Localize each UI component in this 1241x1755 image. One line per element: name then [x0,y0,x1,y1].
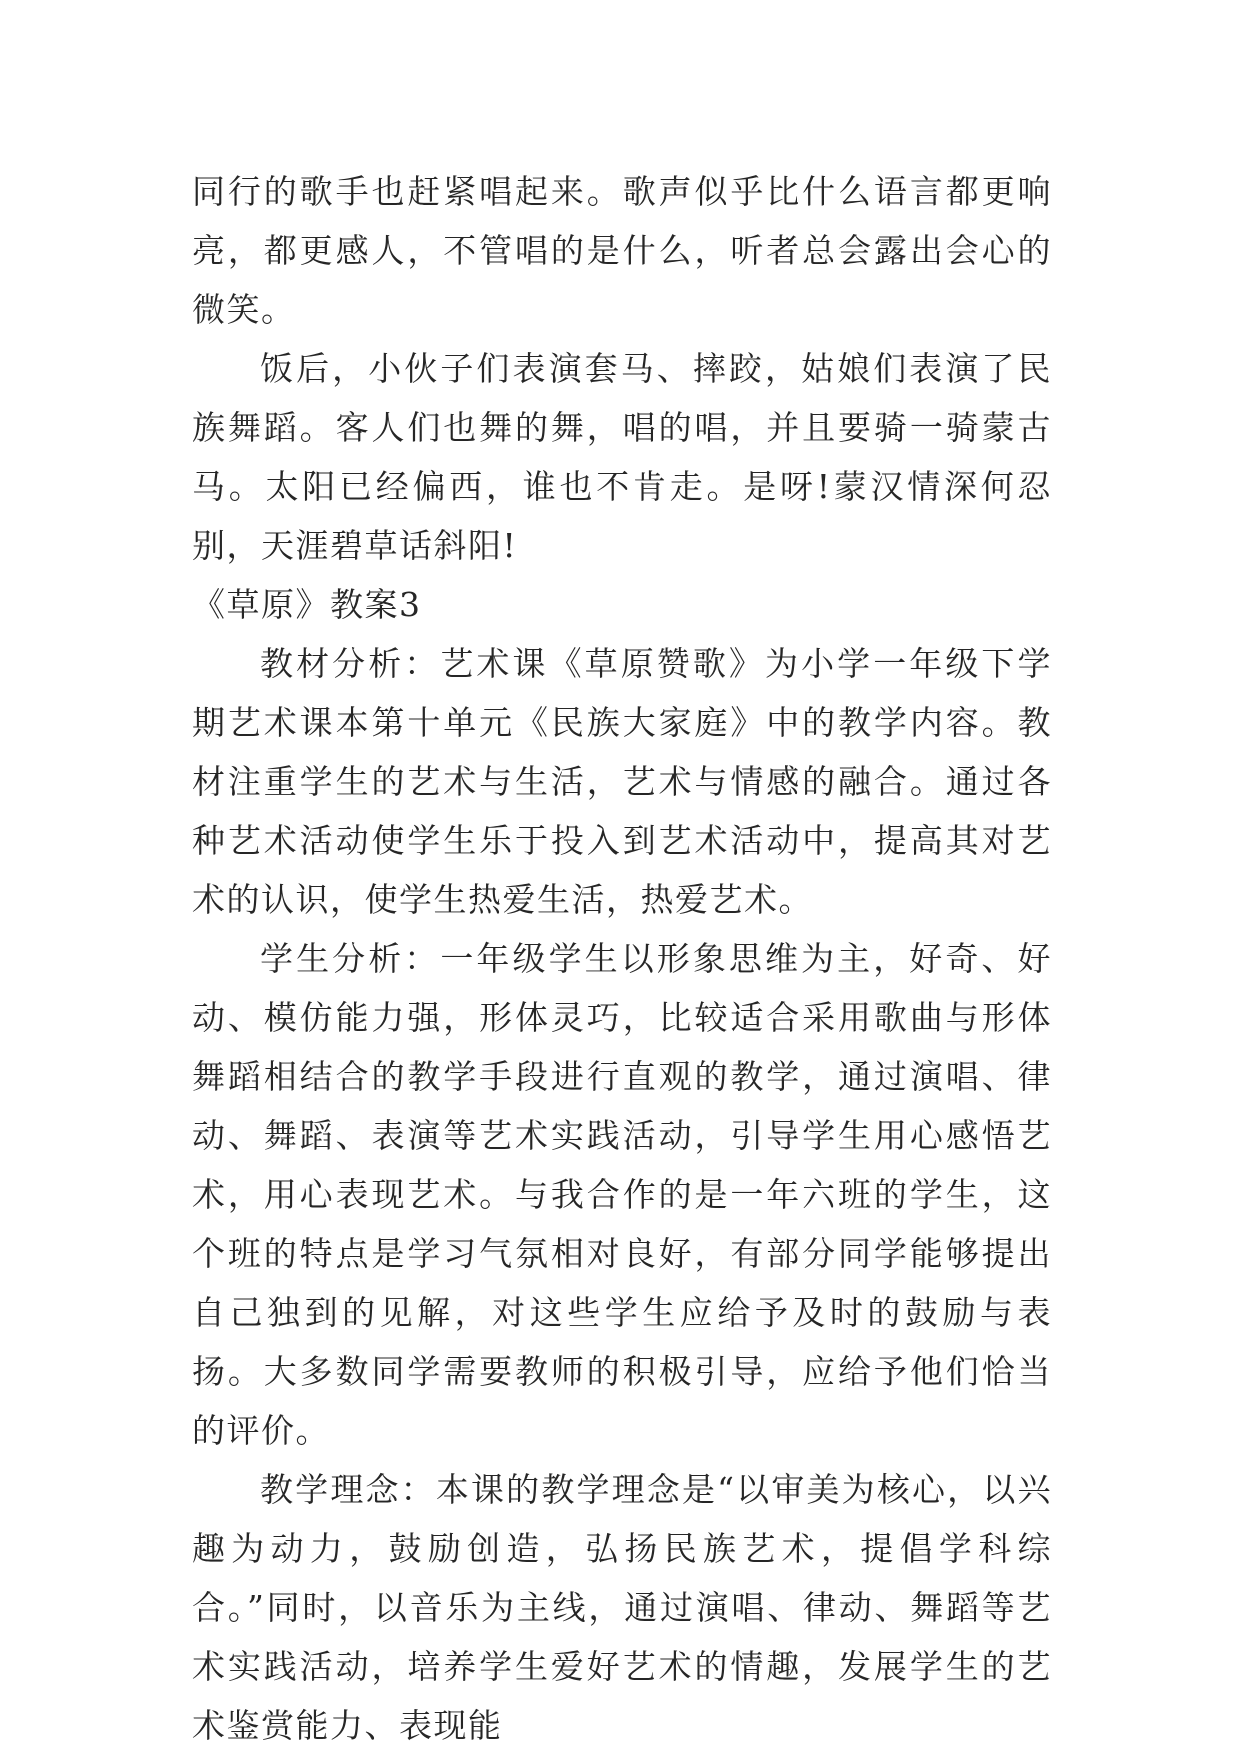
paragraph-after-meal: 饭后，小伙子们表演套马、摔跤，姑娘们表演了民族舞蹈。客人们也舞的舞，唱的唱，并且要骑一骑蒙古马。太阳已经偏西，谁也不肯走。是呀!蒙汉情深何忍别，天涯碧草话斜阳! [192,349,1052,565]
paragraph-textbook-analysis: 教材分析：艺术课《草原赞歌》为小学一年级下学期艺术课本第十单元《民族大家庭》中的教学内容。教材注重学生的艺术与生活，艺术与情感的融合。通过各种艺术活动使学生乐于投入到艺术活动中，提高其对艺术的认识，使学生热爱生活，热爱艺术。 [192,644,1052,919]
paragraph-teaching-philosophy: 教学理念：本课的教学理念是“以审美为核心，以兴趣为动力，鼓励创造，弘扬民族艺术，提倡学科综合。”同时，以音乐为主线，通过演唱、律动、舞蹈等艺术实践活动，培养学生爱好艺术的情趣，发展学生的艺术鉴赏能力、表现能 [192,1470,1052,1745]
document-body [192,162,1052,1755]
section-heading-lesson-plan-3: 《草原》教案3 [192,585,422,624]
paragraph-student-analysis: 学生分析：一年级学生以形象思维为主，好奇、好动、模仿能力强，形体灵巧，比较适合采用歌曲与形体舞蹈相结合的教学手段进行直观的教学，通过演唱、律动、舞蹈、表演等艺术实践活动，引导学生用心感悟艺术，用心表现艺术。与我合作的是一年六班的学生，这个班的特点是学习气氛相对良好，有部分同学能够提出自己独到的见解，对这些学生应给予及时的鼓励与表扬。大多数同学需要教师的积极引导，应给予他们恰当的评价。 [192,939,1052,1450]
paragraph-song-continued: 同行的歌手也赶紧唱起来。歌声似乎比什么语言都更响亮，都更感人，不管唱的是什么，听者总会露出会心的微笑。 [192,172,1052,329]
